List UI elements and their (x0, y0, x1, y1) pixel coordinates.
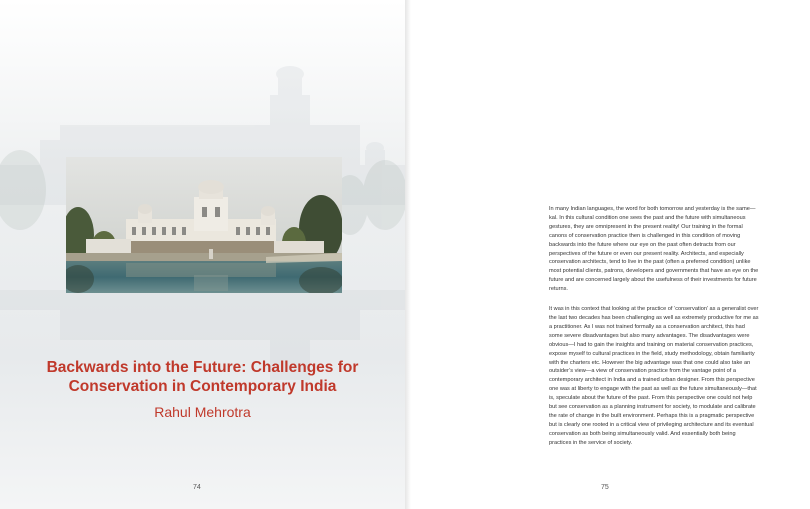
paragraph-2: It was in this context that looking at the practice of ‘conservation’ as a generalist over the last two decades has been challenging as well as extremely productive for me as a practitioner. As I was not trained formally as a conservation architect, this had some severe disadvantages but also many advantages. The disadvantages were obvious—I had to gain the insights and training on material conservation practices, expose myself to cultural practices in the field, study methodology, obtain familiarity with the charters etc. However the big advantage was that one could also take an outsider’s view—a view of conservation practice from the vantage point of a contemporary architect in India and a trained urban designer. From this perspective one was at liberty to engage with the past as well as the future simultaneously—that is, speculate about the future of the past. From this perspective one could not help but see conservation as a planning instrument for society, to modulate and calibrate the rate of change in the built environment. Perhaps this is a pragmatic perspective but is clearly one rooted in a critical view of privileging architecture and its eventual conservation as both being simultaneously valid. And essentially both being practices in the service of society. (549, 306, 759, 446)
chapter-title-line-1: Backwards into the Future: Challenges for (46, 359, 359, 376)
chapter-title (40, 358, 365, 396)
paragraph-1: In many Indian languages, the word for both tomorrow and yesterday is the same—kal. In this cultural condition one sees the past and the future with simultaneous gestures, they are omnipresent in the present reality! Our training in the formal canons of conservation practice then is challenged in this condition of moving backwards into the future where our eye on the past often detracts from our perspectives of the future or even our present reality. Architects, and especially conservation architects, tend to live in the past (often a preferred condition) unlike most potential clients, patrons, developers and governments that have an eye on the future and are concerned largely about the usefulness of their investments for future returns. (549, 206, 759, 293)
author-name: Rahul Mehrotra (154, 404, 251, 420)
palace-photo (66, 157, 342, 293)
chapter-title-line-2: Conservation in Contemporary India (68, 378, 337, 395)
page-number-left: 74 (193, 484, 201, 491)
body-text (549, 205, 759, 459)
right-page (405, 0, 810, 509)
page-number-right: 75 (601, 484, 609, 491)
